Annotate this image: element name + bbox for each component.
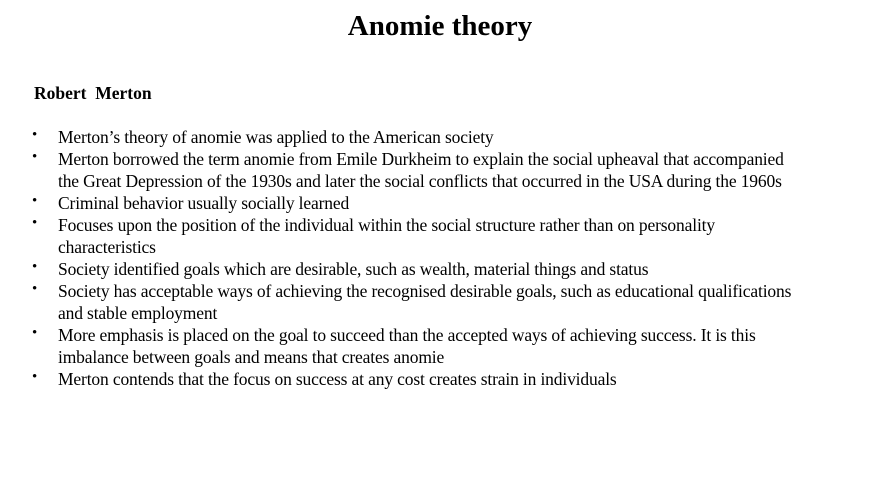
- bullet-item: [0, 126, 880, 148]
- bullet-item: [0, 280, 880, 324]
- bullet-list: [0, 126, 880, 390]
- bullet-icon: •: [32, 215, 38, 231]
- bullet-icon: •: [32, 149, 38, 165]
- slide-title: Anomie theory: [347, 10, 533, 42]
- bullet-text-line: imbalance between goals and means that creates anomie: [58, 347, 445, 367]
- bullet-text-line: Merton borrowed the term anomie from Emile Durkheim to explain the social upheaval that accompanied: [58, 149, 784, 169]
- bullet-item: [0, 148, 880, 192]
- bullet-icon: •: [32, 193, 38, 209]
- bullet-item: [0, 192, 880, 214]
- bullet-text-line: More emphasis is placed on the goal to succeed than the accepted ways of achieving success. It is this: [58, 325, 756, 345]
- bullet-text-line: and stable employment: [58, 303, 218, 323]
- bullet-text-line: Criminal behavior usually socially learned: [58, 193, 350, 213]
- bullet-text-line: the Great Depression of the 1930s and later the social conflicts that occurred in the USA during the 1960s: [58, 171, 782, 191]
- bullet-text-line: characteristics: [58, 237, 156, 257]
- bullet-icon: •: [32, 259, 38, 275]
- bullet-item: [0, 214, 880, 258]
- bullet-icon: •: [32, 369, 38, 385]
- bullet-icon: •: [32, 325, 38, 341]
- bullet-icon: •: [32, 127, 38, 143]
- bullet-text-line: Society has acceptable ways of achieving the recognised desirable goals, such as educational qualifications: [58, 281, 792, 301]
- bullet-text-line: Merton’s theory of anomie was applied to the American society: [58, 127, 494, 147]
- bullet-text-line: Focuses upon the position of the individual within the social structure rather than on personality: [58, 215, 715, 235]
- bullet-icon: •: [32, 281, 38, 297]
- slide-subtitle: Robert Merton: [34, 83, 152, 103]
- bullet-text-line: Merton contends that the focus on success at any cost creates strain in individuals: [58, 369, 617, 389]
- bullet-item: [0, 368, 880, 390]
- bullet-item: [0, 258, 880, 280]
- bullet-item: [0, 324, 880, 368]
- bullet-text-line: Society identified goals which are desirable, such as wealth, material things and status: [58, 259, 649, 279]
